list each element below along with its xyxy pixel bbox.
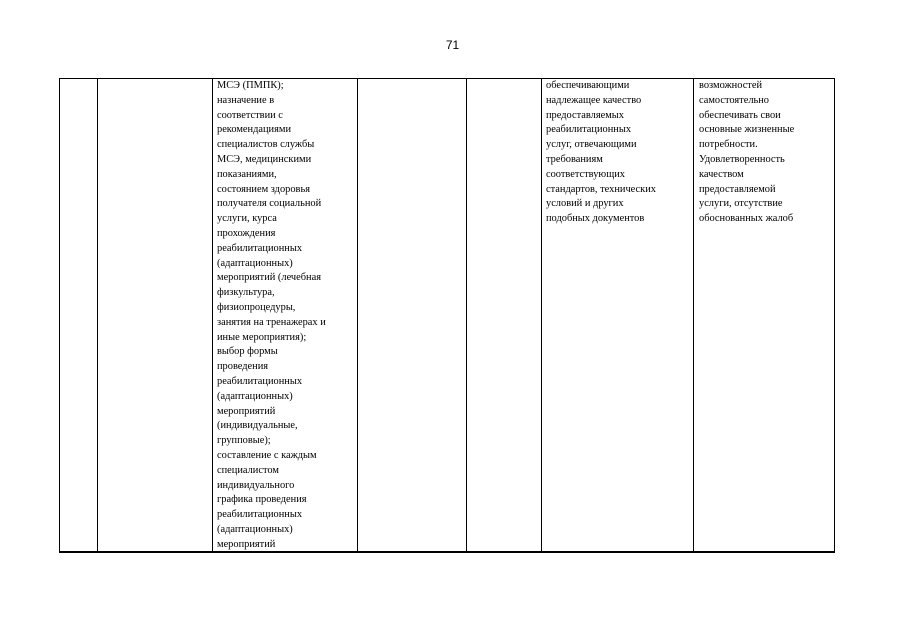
table-column-4 (358, 79, 467, 551)
service-content-cell: МСЭ (ПМПК); назначение в соответствии с рекомендациями специалистов службы МСЭ, медицинскими показаниями, состоянием здоровья получателя социальной услуги, курса прохождения реабилитационных (адаптационных) мероприятий (лечебная физкультура, физиопроцедуры, занятия на тренажерах и иные мероприятия); выбор формы проведения реабилитационных (адаптационных) мероприятий (индивидуальные, групповые); составление с каждым специалистом индивидуального графика проведения реабилитационных (адаптационных) мероприятий (217, 80, 326, 550)
table-column-3 (213, 79, 358, 551)
page-number: 71 (445, 38, 460, 52)
services-table (59, 78, 835, 553)
table-column-1 (60, 79, 98, 551)
table-column-5 (467, 79, 542, 551)
table-column-2 (98, 79, 213, 551)
quality-indicators-cell: возможностей самостоятельно обеспечивать свои основные жизненные потребности. Удовлетворенность качеством предоставляемой услуги, отсутствие обоснованных жалоб (699, 80, 795, 225)
table-column-7 (694, 79, 836, 551)
table-column-6 (542, 79, 694, 551)
conditions-cell: обеспечивающими надлежащее качество предоставляемых реабилитационных услуг, отвечающими требованиям соответствующих стандартов, технических условий и других подобных документов (546, 80, 656, 225)
